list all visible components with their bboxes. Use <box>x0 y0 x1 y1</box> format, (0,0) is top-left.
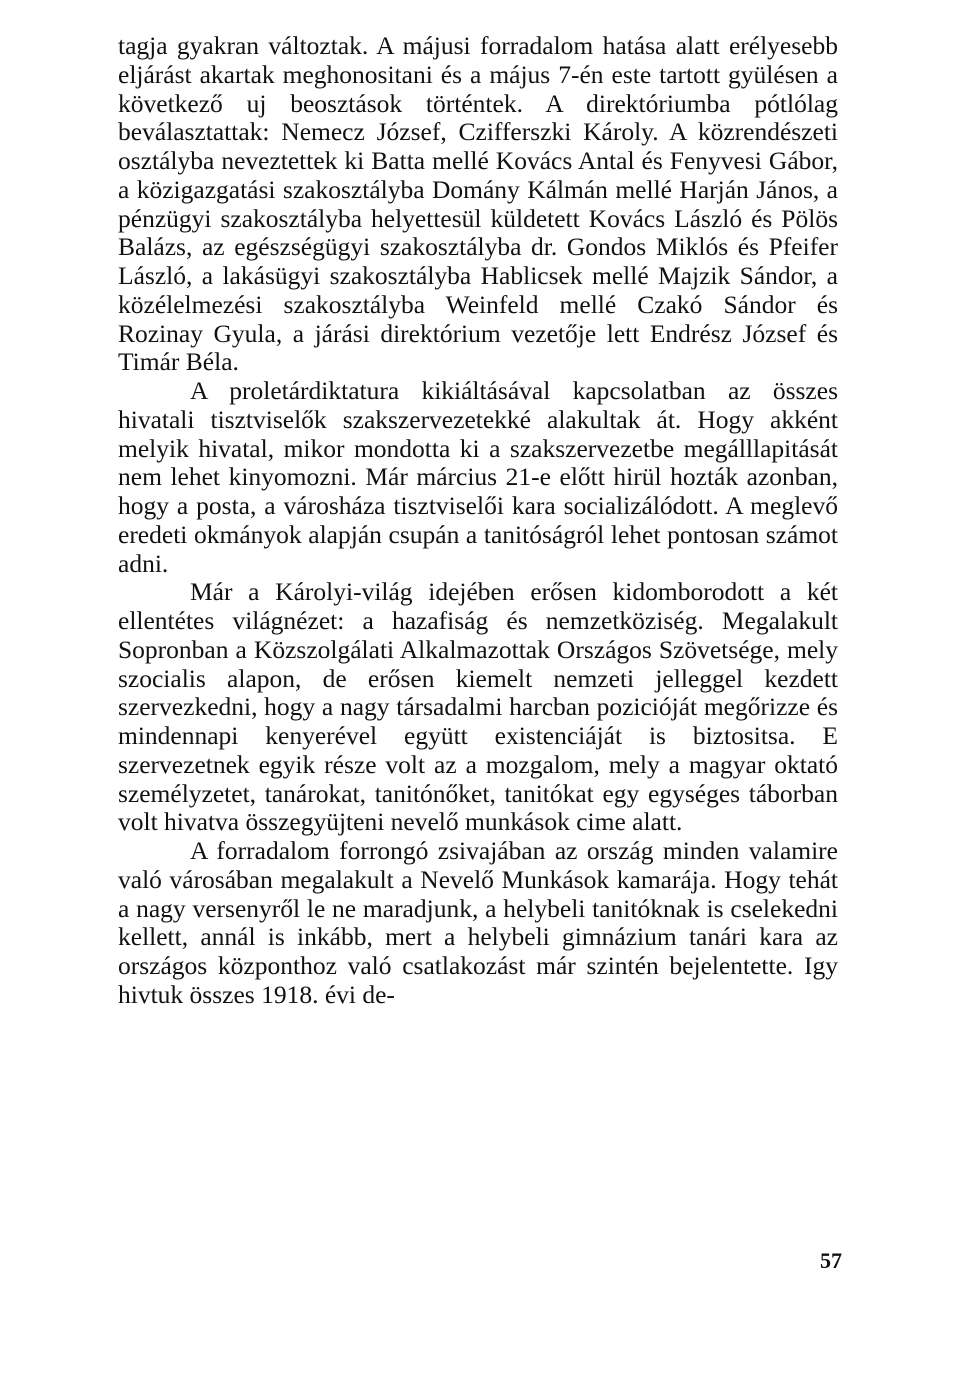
page-number: 57 <box>820 1248 842 1273</box>
paragraph-4: A forradalom forrongó zsivajában az ország minden valamire való városában megalakult a Nevelő Munkások kamarája. Hogy tehát a nagy versenyről le ne maradjunk, a helybeli tanitóknak is cselekedni kellett, annál is inkább, mert a helybeli gimnázium tanári kara az országos központhoz való csatlakozást már szintén bejelentette. Igy hivtuk összes 1918. évi de- <box>118 836 838 1009</box>
paragraph-3: Már a Károlyi-világ idejében erősen kidomborodott a két ellentétes világnézet: a hazafiság és nemzetköziség. Megalakult Sopronban a Közszolgálati Alkalmazottak Országos Szövetsége, mely szocialis alapon, de erősen kiemelt nemzeti jelleggel kezdett szervezkedni, hogy a nagy társadalmi harcban pozicióját megőrizze és mindennapi kenyerével együtt existenciáját is biztositsa. E szervezetnek egyik része volt az a mozgalom, mely a magyar oktató személyzetet, tanárokat, tanitónőket, tanitókat egy egységes táborban volt hivatva összegyüjteni nevelő munkások cime alatt. <box>118 577 838 837</box>
paragraph-2: A proletárdiktatura kikiáltásával kapcsolatban az összes hivatali tisztviselők szakszervezetekké alakultak át. Hogy akként melyik hivatal, mikor mondotta ki a szakszervezetbe megálllapitását nem lehet kinyomozni. Már március 21-e előtt hirül hozták azonban, hogy a posta, a városháza tisztviselői kara socializálódott. A meglevő eredeti okmányok alapján csupán a tanitóságról lehet pontosan számot adni. <box>118 376 838 578</box>
paragraph-1: tagja gyakran változtak. A májusi forradalom hatása alatt erélyesebb eljárást akartak meghonositani és a május 7-én este tartott gyülésen a következő uj beosztások történtek. A direktóriumba pótlólag beválasztattak: Nemecz József, Czifferszki Károly. A közrendészeti osztályba neveztettek ki Batta mellé Kovács Antal és Fenyvesi Gábor, a közigazgatási szakosztályba Domány Kálmán mellé Harján János, a pénzügyi szakosztályba helyettesül küldetett Kovács László és Pölös Balázs, az egészségügyi szakosztályba dr. Gondos Miklós és Pfeifer László, a lakásügyi szakosztályba Hablicsek mellé Majzik Sándor, a közélelmezési szakosztályba Weinfeld mellé Czakó Sándor és Rozinay Gyula, a járási direktórium vezetője lett Endrész József és Timár Béla. <box>118 31 838 377</box>
page-body <box>118 32 838 1010</box>
